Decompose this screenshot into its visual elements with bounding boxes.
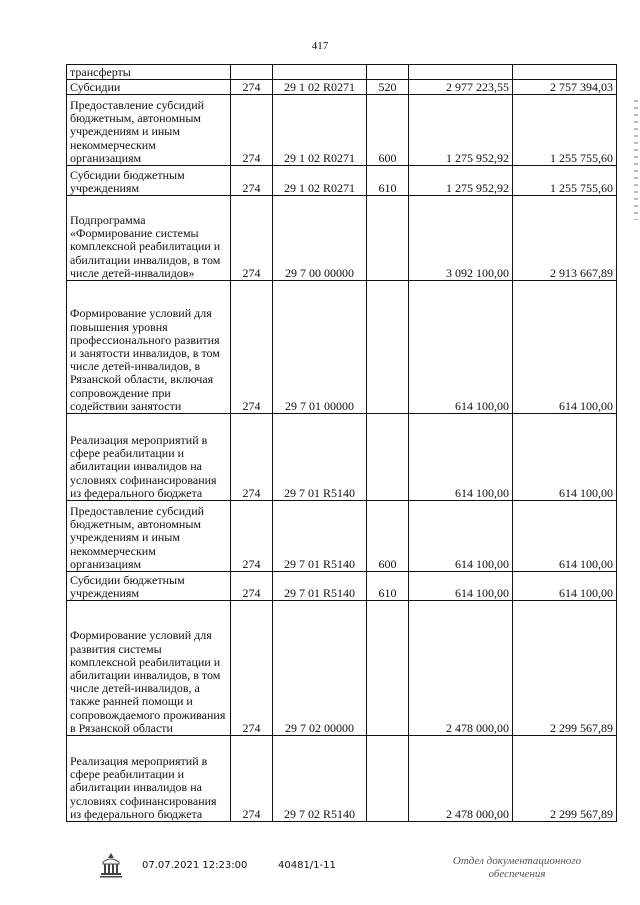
row-cs: 29 7 00 00000 xyxy=(273,196,367,281)
table-row xyxy=(67,736,617,822)
row-sum-2020: 3 092 100,00 xyxy=(409,196,513,281)
row-sum-2020: 614 100,00 xyxy=(409,501,513,572)
row-sum-executed: 2 913 667,89 xyxy=(513,196,617,281)
row-name: Субсидии xyxy=(67,80,231,95)
row-vr xyxy=(367,601,409,736)
row-kod: 274 xyxy=(231,414,273,501)
table-row xyxy=(67,95,617,166)
row-cs: 29 7 01 R5140 xyxy=(273,501,367,572)
duma-emblem-icon xyxy=(96,850,126,880)
scan-margin-marks xyxy=(634,100,638,220)
row-vr: 610 xyxy=(367,166,409,196)
table-row xyxy=(67,196,617,281)
row-name: трансферты xyxy=(67,65,231,80)
row-name: Предоставление субсидий бюджетным, автономным учреждениям и иным некоммерческим организациям xyxy=(67,501,231,572)
budget-table xyxy=(66,64,617,822)
row-sum-2020 xyxy=(409,65,513,80)
row-kod: 274 xyxy=(231,166,273,196)
row-sum-2020: 1 275 952,92 xyxy=(409,166,513,196)
row-name: Формирование условий для развития системы комплексной реабилитации и абилитации инвалидов, в том числе детей-инвалидов, а также ранней помощи и сопровождаемого проживания в Рязанской области xyxy=(67,601,231,736)
row-vr: 520 xyxy=(367,80,409,95)
row-kod: 274 xyxy=(231,601,273,736)
row-sum-executed xyxy=(513,65,617,80)
page-number: 417 xyxy=(311,40,329,52)
row-vr xyxy=(367,414,409,501)
row-name: Субсидии бюджетным учреждениям xyxy=(67,166,231,196)
table-row xyxy=(67,501,617,572)
row-name: Реализация мероприятий в сфере реабилитации и абилитации инвалидов на условиях софинансирования из федерального бюджета xyxy=(67,736,231,822)
row-cs: 29 1 02 R0271 xyxy=(273,80,367,95)
row-sum-2020: 1 275 952,92 xyxy=(409,95,513,166)
row-sum-2020: 614 100,00 xyxy=(409,281,513,414)
row-name: Подпрограмма «Формирование системы комплексной реабилитации и абилитации инвалидов, в том числе детей-инвалидов» xyxy=(67,196,231,281)
row-kod: 274 xyxy=(231,736,273,822)
row-name: Реализация мероприятий в сфере реабилитации и абилитации инвалидов на условиях софинансирования из федерального бюджета xyxy=(67,414,231,501)
row-sum-executed: 614 100,00 xyxy=(513,572,617,601)
row-vr xyxy=(367,65,409,80)
row-kod: 274 xyxy=(231,196,273,281)
row-cs xyxy=(273,65,367,80)
row-kod: 274 xyxy=(231,281,273,414)
table-row xyxy=(67,414,617,501)
row-cs: 29 7 01 R5140 xyxy=(273,414,367,501)
row-sum-executed: 2 757 394,03 xyxy=(513,80,617,95)
row-kod: 274 xyxy=(231,572,273,601)
row-cs: 29 7 01 00000 xyxy=(273,281,367,414)
table-row xyxy=(67,166,617,196)
row-kod xyxy=(231,65,273,80)
footer-doc-number: 40481/1-11 xyxy=(278,860,336,871)
row-kod: 274 xyxy=(231,95,273,166)
row-sum-executed: 2 299 567,89 xyxy=(513,736,617,822)
row-kod: 274 xyxy=(231,80,273,95)
footer-stamp-line2: обеспечения xyxy=(488,868,546,880)
row-kod: 274 xyxy=(231,501,273,572)
footer-stamp-line1: Отдел документационного xyxy=(452,855,582,867)
row-sum-executed: 614 100,00 xyxy=(513,281,617,414)
row-sum-2020: 614 100,00 xyxy=(409,572,513,601)
row-vr: 610 xyxy=(367,572,409,601)
row-name: Субсидии бюджетным учреждениям xyxy=(67,572,231,601)
row-cs: 29 1 02 R0271 xyxy=(273,166,367,196)
table-row xyxy=(67,281,617,414)
table-row xyxy=(67,65,617,80)
table-row xyxy=(67,601,617,736)
row-sum-executed: 614 100,00 xyxy=(513,501,617,572)
row-sum-executed: 2 299 567,89 xyxy=(513,601,617,736)
row-name: Формирование условий для повышения уровня профессионального развития и занятости инвалидов, в том числе детей-инвалидов, в Рязанской области, включая сопровождение при содействии занятости xyxy=(67,281,231,414)
row-sum-2020: 2 478 000,00 xyxy=(409,736,513,822)
row-sum-2020: 2 977 223,55 xyxy=(409,80,513,95)
table-row xyxy=(67,80,617,95)
row-vr: 600 xyxy=(367,95,409,166)
footer-datetime: 07.07.2021 12:23:00 xyxy=(142,860,248,871)
row-vr xyxy=(367,196,409,281)
row-cs: 29 7 01 R5140 xyxy=(273,572,367,601)
row-vr: 600 xyxy=(367,501,409,572)
row-cs: 29 1 02 R0271 xyxy=(273,95,367,166)
row-sum-2020: 2 478 000,00 xyxy=(409,601,513,736)
row-cs: 29 7 02 00000 xyxy=(273,601,367,736)
row-sum-2020: 614 100,00 xyxy=(409,414,513,501)
footer-stamp xyxy=(442,855,592,881)
row-sum-executed: 614 100,00 xyxy=(513,414,617,501)
row-cs: 29 7 02 R5140 xyxy=(273,736,367,822)
row-vr xyxy=(367,736,409,822)
row-sum-executed: 1 255 755,60 xyxy=(513,166,617,196)
row-vr xyxy=(367,281,409,414)
row-sum-executed: 1 255 755,60 xyxy=(513,95,617,166)
table-row xyxy=(67,572,617,601)
row-name: Предоставление субсидий бюджетным, автономным учреждениям и иным некоммерческим организациям xyxy=(67,95,231,166)
